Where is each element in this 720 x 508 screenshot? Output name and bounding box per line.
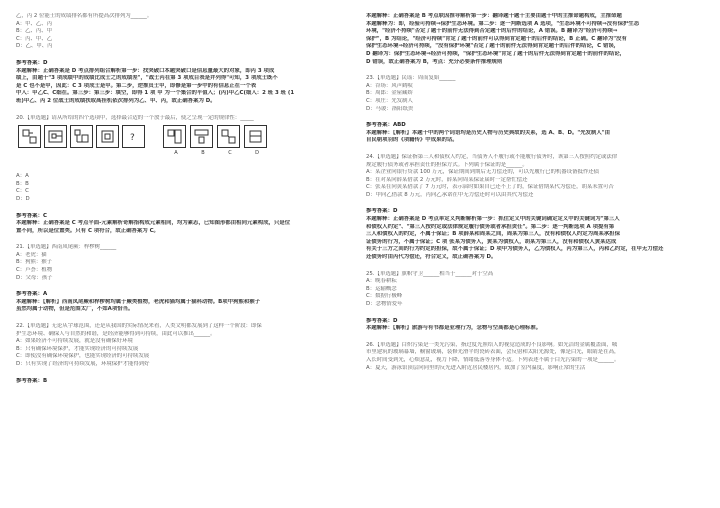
option-a: A：甲、乙、丙 — [16, 20, 53, 27]
option-a: A：A — [16, 173, 29, 180]
question-20-stem: 20.【单选题】请从所给的四个选项中，选择最合适的一个放于最后，使之呈现一定的规律性：_____ — [16, 114, 254, 121]
option-c: C：项庄：先发制人 — [366, 97, 413, 104]
option-figure-a — [163, 125, 189, 158]
option-b: B：B — [16, 180, 29, 187]
answer: 参考答案：A — [16, 291, 48, 298]
option-d: D：马谡：洛阳纸贵 — [366, 105, 414, 112]
option-c: C：即使没有确保环境保护，也能实现经济的可持续发展 — [16, 353, 150, 360]
question-26-stem: 市里建筑的玻璃幕墙，橱窗玻璃，装修光滑平的瓷砖表面，会反射和太阳光源处，像是白光，眼睛是在高， — [366, 349, 620, 356]
explanation-line: 环境，"经济不持续"否定了题干的前件无法得到否定题干的后件的结论，A 错误。B 翻译为"经济可持续⇒ — [366, 28, 618, 35]
option-b: B：在对某向薛某借款 2 万元时，薛某向周某保证届时一定帮忙偿还 — [366, 176, 528, 183]
option-b: B：乙、丙、甲 — [16, 28, 53, 35]
option-figure-c — [217, 125, 243, 158]
explanation-line: 保护"，B 为结论，"经济可持续"肯定了题干的前件可以得到肯定题干的后件的结论，B 正确。C 翻译为"没有 — [366, 35, 627, 42]
explanation-line: 本题解释：【解析】本题干中的两个词语均是历史人物与历史典故的关系，选 A、B、D。"先发制人"由 — [366, 129, 610, 136]
explanation-line: 中入：甲乙C、C细在。第三步：第三步：填空，即得 1 项 甲 为一个集合的平值入；(丙)甲乙C(细入：2 班 3 班 (1 — [16, 90, 295, 97]
option-a: A：某企业向银行贷款 100 万元，保证期间到期后无力偿还的，可以先履行已的机器设备抵作还债 — [366, 169, 600, 176]
explanation-line: 虽然均属于动物，但是范围太广，不如A项恰当。 — [16, 306, 134, 313]
figure-4 — [96, 125, 119, 148]
option-c: C：C — [16, 188, 29, 195]
explanation-line: 本题解释：【解析】旅游与有书都是业理行为，念物与空高都是心理标准。 — [366, 325, 542, 332]
option-figure-d — [244, 125, 270, 158]
answer: 参考答案：C — [16, 212, 47, 219]
explanation-line: 置不同，所以是位置类。只有 C 项符合，故正确答案为 C。 — [16, 227, 159, 234]
option-label: D — [255, 150, 259, 157]
explanation-line: 证债务的行为，不属于保证；C 项 张某为债务人，黄某为债权人，胡某为第三人，没有和债权人黄某达成 — [366, 238, 617, 245]
right-column — [366, 0, 704, 372]
explanation-line: 自民朝项羽的《项籍传》中成果的话。 — [366, 137, 458, 144]
option-d: D：念物情爱年 — [366, 301, 403, 307]
figure-row — [18, 125, 354, 169]
figure-5-question — [122, 125, 145, 148]
question-24-stem: 规定履行债务或者承担责任的担保方式。下列属于保证的是______。 — [366, 161, 528, 168]
option-d: D：只有实现了经济的可持续发展，环境保护才能得到好 — [16, 361, 150, 367]
question-25-stem: 25.【单选题】旗帜守卫______相当于______对于空高 — [366, 270, 494, 277]
explanation-line: 本题解释为：即，经验可持续⇒保护生态环境。第二步：逐一判断选项 A 选项，"生态环境不可持续⇒没有保护生态 — [366, 20, 640, 27]
answer: 参考答案：ABD — [366, 122, 406, 129]
option-a: A：夏天，游泳馆顶层向同里的反光进入附近居民楼居内，致加了室内温度，影响正常的生活 — [366, 364, 586, 371]
explanation-line: D 翻译为：保护生态环境⇒经济可持续，"保护生态环境"肯定了题干的后件无法得到肯定题干的前件的结论， — [366, 50, 626, 57]
option-b: B：狗熊：猴子 — [16, 259, 53, 266]
answer: 参考答案：D — [366, 317, 398, 324]
option-label: B — [201, 150, 205, 157]
explanation-line: 本题解释：正确答案是 D 考点排列组合解析第一步：找突破口本题突破口是信息量最大的对象，即丙 3 项成 — [16, 67, 275, 74]
option-c: C：张某在向黄某借款了 7 万元时，表示届时如果自已还不上了的，保证借期某代为偿还，胡某未置可否 — [366, 184, 614, 191]
explanation-line: 是 C 也不是甲，因此：C 3 项成士是甲。第二步，逆推员士甲，即修是第一步中的有信息正在一个表 — [16, 82, 257, 89]
explanation — [16, 68, 354, 106]
option-a: A：谷场：风声鹤唳 — [366, 82, 413, 89]
option-b: B：周郎：金屋藏娇 — [366, 90, 413, 97]
explanation-line: 班)甲乙、丙 2 位战士的成绩扶取高挂机依次排列为乙、甲、丙，故正确答案为 D。 — [16, 97, 216, 104]
left-column — [16, 0, 354, 385]
explanation-line: 保护生态环境⇒经济可持续，"没有保护环境"否定了题干的前件无法得到肯定题干的后件的结论，C 错误， — [366, 43, 620, 50]
question-22-stem: 护生态环境、确保人与自然的和谐，是经济能够得到可持续，由此可以推出______。 — [16, 330, 216, 337]
explanation-line: 本题解释：【解析】西南凤尾蕨和梓椤树均属于蕨类植物，老虎和猫均属于猫科动物。B项中狗熊和猴子 — [16, 298, 260, 305]
figure-2 — [44, 125, 67, 148]
svg-text:?: ? — [130, 133, 135, 144]
explanation-line: 本题解释：正确答案是 B 考点联因推导解析第一步：翻译题干题干主要由题干中的主推命题构成，主推命题 — [366, 13, 622, 19]
option-d: D：乙、甲、丙 — [16, 43, 53, 50]
explanation — [366, 13, 704, 66]
question-24-stem: 24.【单选题】保证指第三人和债权人约定，当债务人不履行或不能履行债务时，该第三人按照约定或法律 — [366, 153, 618, 160]
option-b: B：运输概念 — [366, 285, 397, 292]
option-c: C：芦荟：植物 — [16, 267, 53, 274]
question-22-stem: 22.【单选题】无论从宇球范围，还是从我国的实际情况来看，人类文明都发展到了这样一个阶段：即保 — [16, 323, 262, 330]
figure-3 — [70, 125, 93, 148]
explanation-line: D 错误，故正确答案为 B，考点：充分必要条件推理规则 — [366, 58, 503, 65]
answer: 参考答案：B — [16, 377, 48, 384]
option-label: C — [228, 150, 232, 157]
option-c: C：丙、甲、乙 — [16, 35, 53, 42]
option-a: A：晚春耕耘 — [366, 278, 397, 285]
option-figure-b — [190, 125, 216, 158]
explanation-line: 本题解释：正确答案是 C 考点平面-元素解析奇解指构成元素相同，均为素志，已知图形都由相同元素构成，只是位 — [16, 220, 291, 227]
option-label: A — [174, 150, 178, 157]
option-b: B：只有确保环境保护，才能实现经济的可持续发展 — [16, 345, 139, 352]
figure-1 — [18, 125, 41, 148]
answer: 参考答案：D — [16, 59, 48, 66]
question-23-stem: 23.【单选题】民谣：周而复始______ — [366, 75, 456, 82]
explanation-line: 有关于三方之间的行为约定的担保，故不属于保证；D 项甲为债务人，乙为债权人，丙为第三人，丙和乙约定，在甲无力偿还 — [366, 246, 664, 253]
option-a: A：如果经济不可持续发展，就是没有确保好环境 — [16, 338, 133, 345]
answer: 参考答案：D — [366, 208, 398, 215]
option-a: A：老虎：猫 — [16, 251, 47, 258]
explanation-line: 绩上，由题干"3 项成绩中的成绩比成士之的成绩差"，"战士丙在第 3 项成目表是并列得"可知，3 项成士既不 — [16, 75, 278, 82]
explanation-line: 还债务时由丙代为偿还，符合定义，故正确答案为 D。 — [366, 254, 497, 261]
option-d: D：父母：孩子 — [16, 274, 53, 281]
question-21-stem: 21.【单选题】西南凤尾蕨：梓椤树______ — [16, 244, 117, 251]
question-26-stem: 26.【单选题】白炽污染是一类光污染，指过度光照给人的视觉造成的不良影响。如光洁的金属覆盖面，城 — [366, 341, 618, 348]
question-26-stem: 入长时间受到光，心烦意乱，视力下降，情绪低落等身体不适。下列表述不属于白光污染的一项是______。 — [366, 356, 620, 363]
text-line: 乙，丙 2 位能士的成绩排名都有所提高次排列为______。 — [16, 13, 153, 19]
option-d: D：D — [16, 195, 30, 202]
option-d: D：甲向乙借款 8 万元，丙向乙承诺在甲无力偿还时可以由其代为偿还 — [366, 191, 534, 198]
prev-question-options — [16, 13, 354, 51]
option-c: C：数据行极峰 — [366, 293, 403, 300]
explanation-line: 本题解释：正确答案是 D 考点单定义判断解析第一步：抓住定义中的关键词确定定义中的关键词为"第三人 — [366, 216, 620, 223]
explanation-line: 和债权人约定"、"第三人按约定或法律规定履行债务或者承担责任"。第二步：逐一判断选项 A 项提有第 — [366, 223, 615, 230]
explanation-line: 三人和债权人的约定，不属于保证；B 项薛某和周某之间，周某为第三人，没有和债权人约定为周某承担保 — [366, 231, 620, 238]
